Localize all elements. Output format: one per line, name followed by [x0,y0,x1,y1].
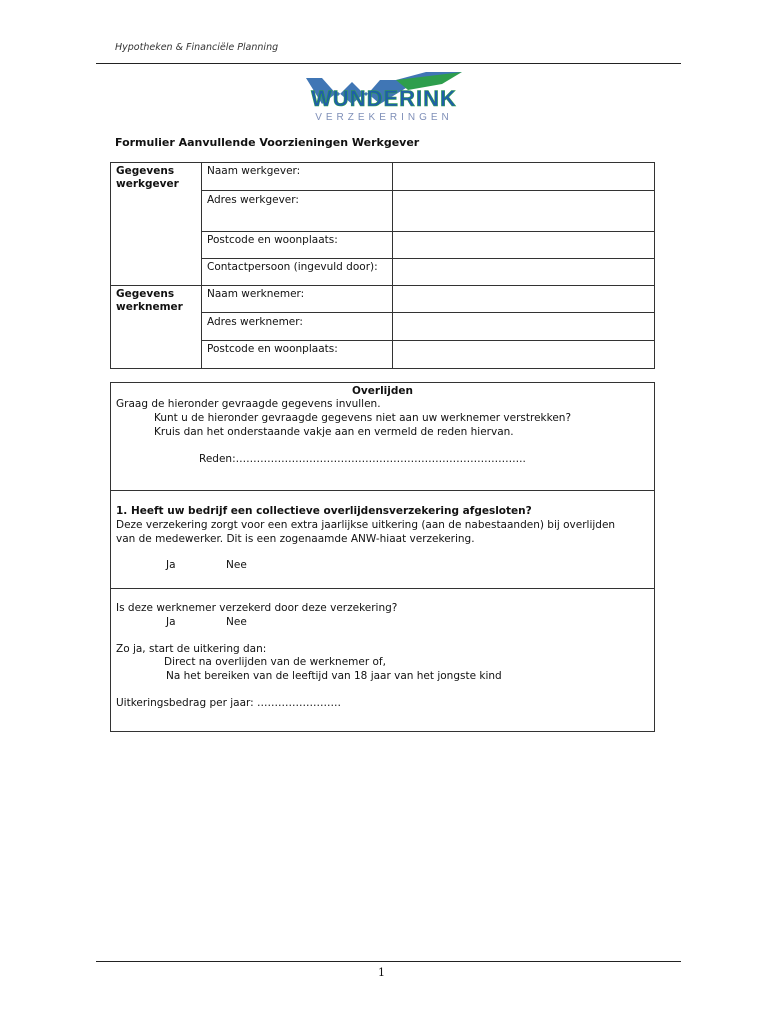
field-label-employer-name: Naam werkgever: [207,165,301,177]
overlijden-question: Kunt u de hieronder gevraagde gegevens niet aan uw werknemer verstrekken? [154,412,572,424]
field-label-employer-postcode: Postcode en woonplaats: [207,234,338,246]
header-rule [96,63,681,64]
overlijden-intro: Graag de hieronder gevraagde gegevens invullen. [116,398,381,410]
company-logo [256,70,512,124]
header-title: Hypotheken & Financiële Planning [115,42,279,53]
question-1-desc-1: Deze verzekering zorgt voor een extra jaarlijkse uitkering (aan de nabestaanden) bij overlijden [116,519,616,531]
employer-name-input[interactable] [393,163,654,190]
question-2-text: Is deze werknemer verzekerd door deze verzekering? [116,602,398,614]
svg-text:WUNDERINK: WUNDERINK [311,86,457,111]
employee-section-label: Gegevens werknemer [116,288,183,313]
field-label-employee-postcode: Postcode en woonplaats: [207,343,338,355]
field-label-employee-name: Naam werknemer: [207,288,305,300]
payout-option-age-18[interactable]: Na het bereiken van de leeftijd van 18 jaar van het jongste kind [166,670,502,682]
field-label-employee-address: Adres werknemer: [207,316,303,328]
question-2-no-option[interactable]: Nee [226,616,247,628]
overlijden-title: Overlijden [352,385,413,397]
payout-amount-field[interactable]: Uitkeringsbedrag per jaar: …………………… [116,697,342,709]
form-title: Formulier Aanvullende Voorzieningen Werkgever [115,136,420,149]
footer-rule [96,961,681,962]
payout-option-direct[interactable]: Direct na overlijden van de werknemer of, [164,656,386,668]
contact-person-input[interactable] [393,259,654,285]
field-label-employer-address: Adres werkgever: [207,194,299,206]
field-label-contact: Contactpersoon (ingevuld door): [207,261,378,273]
employee-postcode-input[interactable] [393,341,654,368]
employer-section-label: Gegevens werkgever [116,165,179,190]
question-1-yes-option[interactable]: Ja [166,559,176,571]
employer-postcode-input[interactable] [393,232,654,258]
payout-start-label: Zo ja, start de uitkering dan: [116,643,267,655]
question-1-desc-2: van de medewerker. Dit is een zogenaamde ANW-hiaat verzekering. [116,533,475,545]
page-number: 1 [378,966,385,979]
question-1-no-option[interactable]: Nee [226,559,247,571]
svg-text:VERZEKERINGEN: VERZEKERINGEN [315,112,453,123]
employer-address-input[interactable] [393,191,654,231]
question-1-title: 1. Heeft uw bedrijf een collectieve overlijdensverzekering afgesloten? [116,505,532,517]
employee-address-input[interactable] [393,313,654,340]
employee-name-input[interactable] [393,286,654,312]
overlijden-instruction: Kruis dan het onderstaande vakje aan en vermeld de reden hiervan. [154,426,514,438]
question-2-yes-option[interactable]: Ja [166,616,176,628]
reden-field[interactable]: Reden:……………………………………………………………………….. [199,453,526,465]
